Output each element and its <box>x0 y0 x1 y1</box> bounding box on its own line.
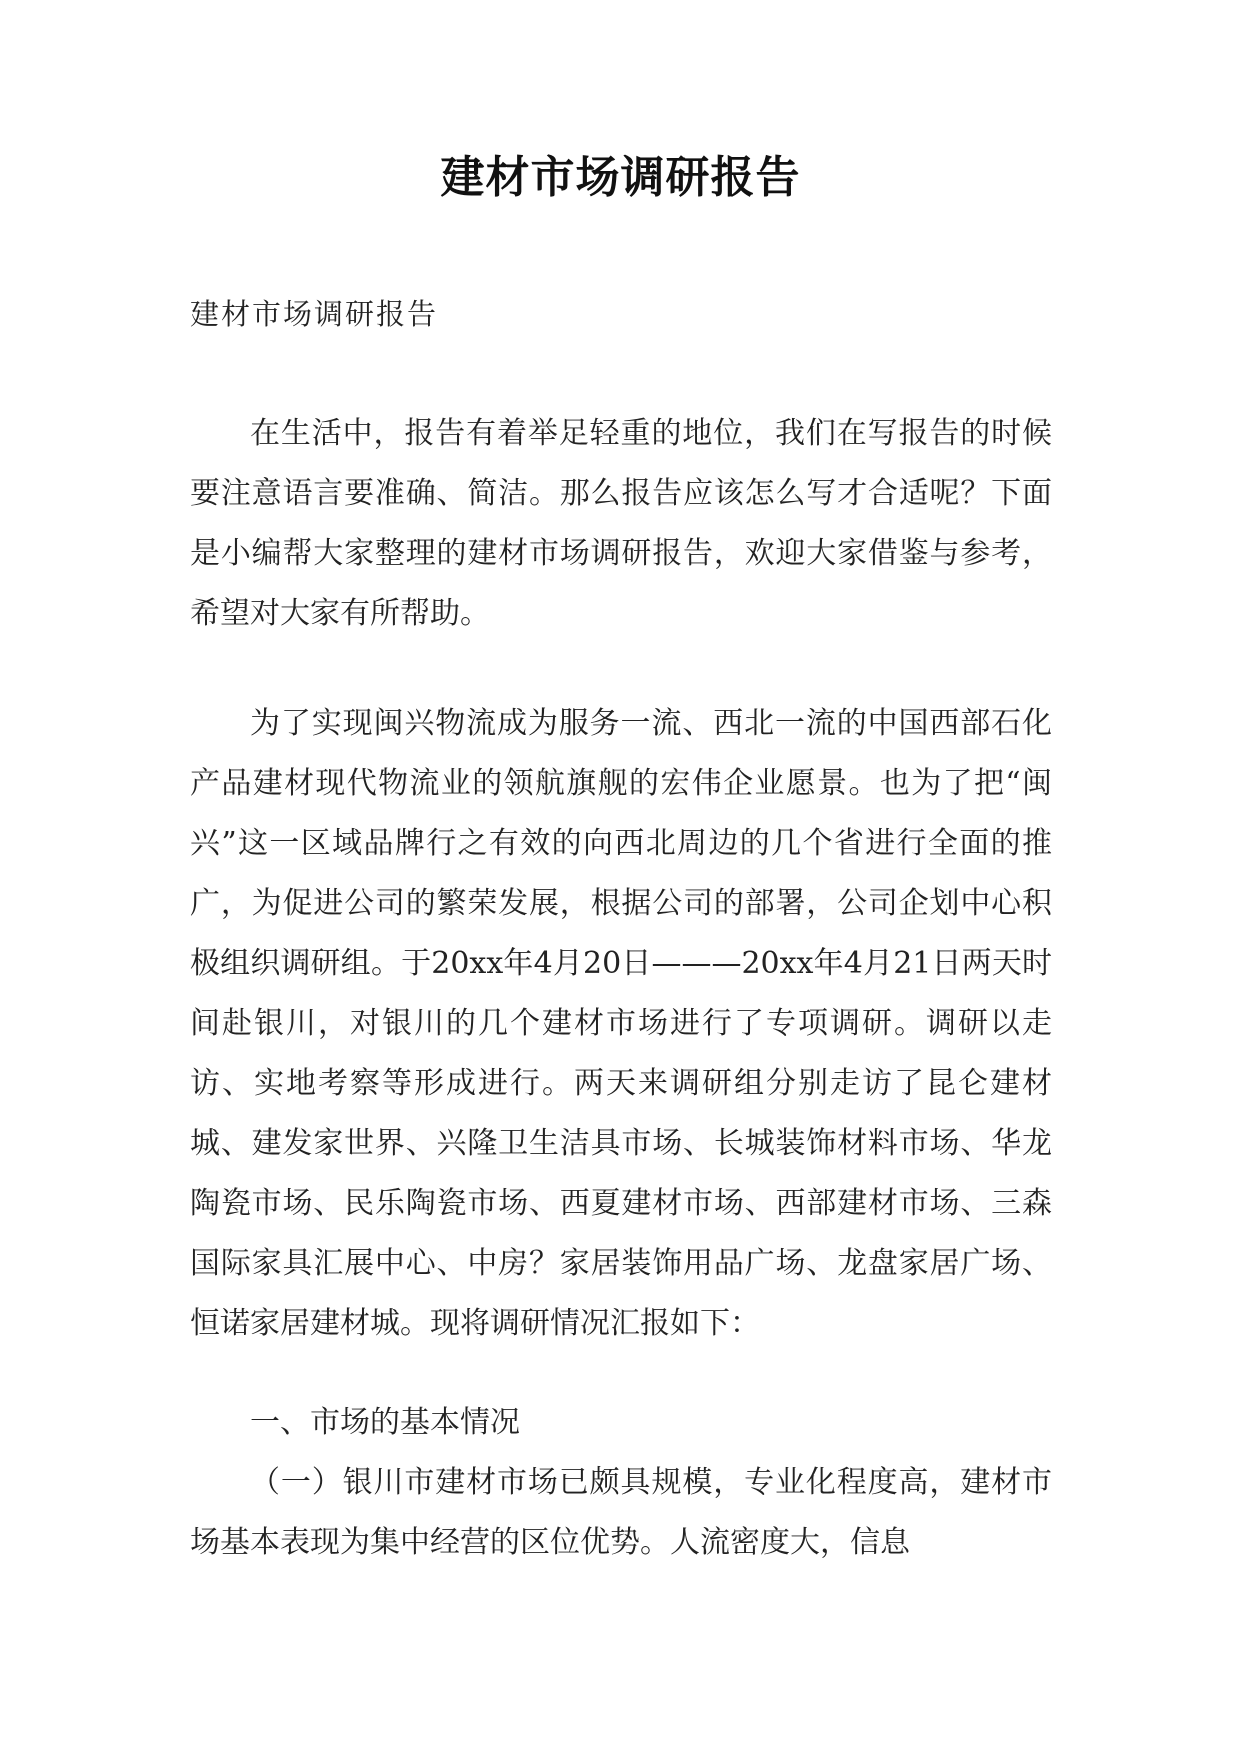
document-subtitle: 建材市场调研报告 <box>190 297 439 331</box>
section-heading-1: 一、市场的基本情况 <box>250 1405 520 1440</box>
main-paragraph: 为了实现闽兴物流成为服务一流、西北一流的中国西部石化产品建材现代物流业的领航旗舰的宏伟企业愿景。也为了把“闽兴”这一区域品牌行之有效的向西北周边的几个省进行全面的推广，为促进公司的繁荣发展，根据公司的部署，公司企划中心积极组织调研组。于20xx年4月20日———20xx年4月21日两天时间赴银川，对银川的几个建材市场进行了专项调研。调研以走访、实地考察等形成进行。两天来调研组分别走访了昆仑建材城、建发家世界、兴隆卫生洁具市场、长城装饰材料市场、华龙陶瓷市场、民乐陶瓷市场、西夏建材市场、西部建材市场、三森国际家具汇展中心、中房？家居装饰用品广场、龙盘家居广场、恒诺家居建材城。现将调研情况汇报如下： <box>190 706 1052 1341</box>
intro-paragraph: 在生活中，报告有着举足轻重的地位，我们在写报告的时候要注意语言要准确、简洁。那么报告应该怎么写才合适呢？下面是小编帮大家整理的建材市场调研报告，欢迎大家借鉴与参考，希望对大家有所帮助。 <box>190 416 1052 631</box>
subsection-paragraph-1: （一）银川市建材市场已颇具规模，专业化程度高，建材市场基本表现为集中经营的区位优势。人流密度大，信息 <box>190 1465 1052 1560</box>
document-title: 建材市场调研报告 <box>440 152 801 203</box>
